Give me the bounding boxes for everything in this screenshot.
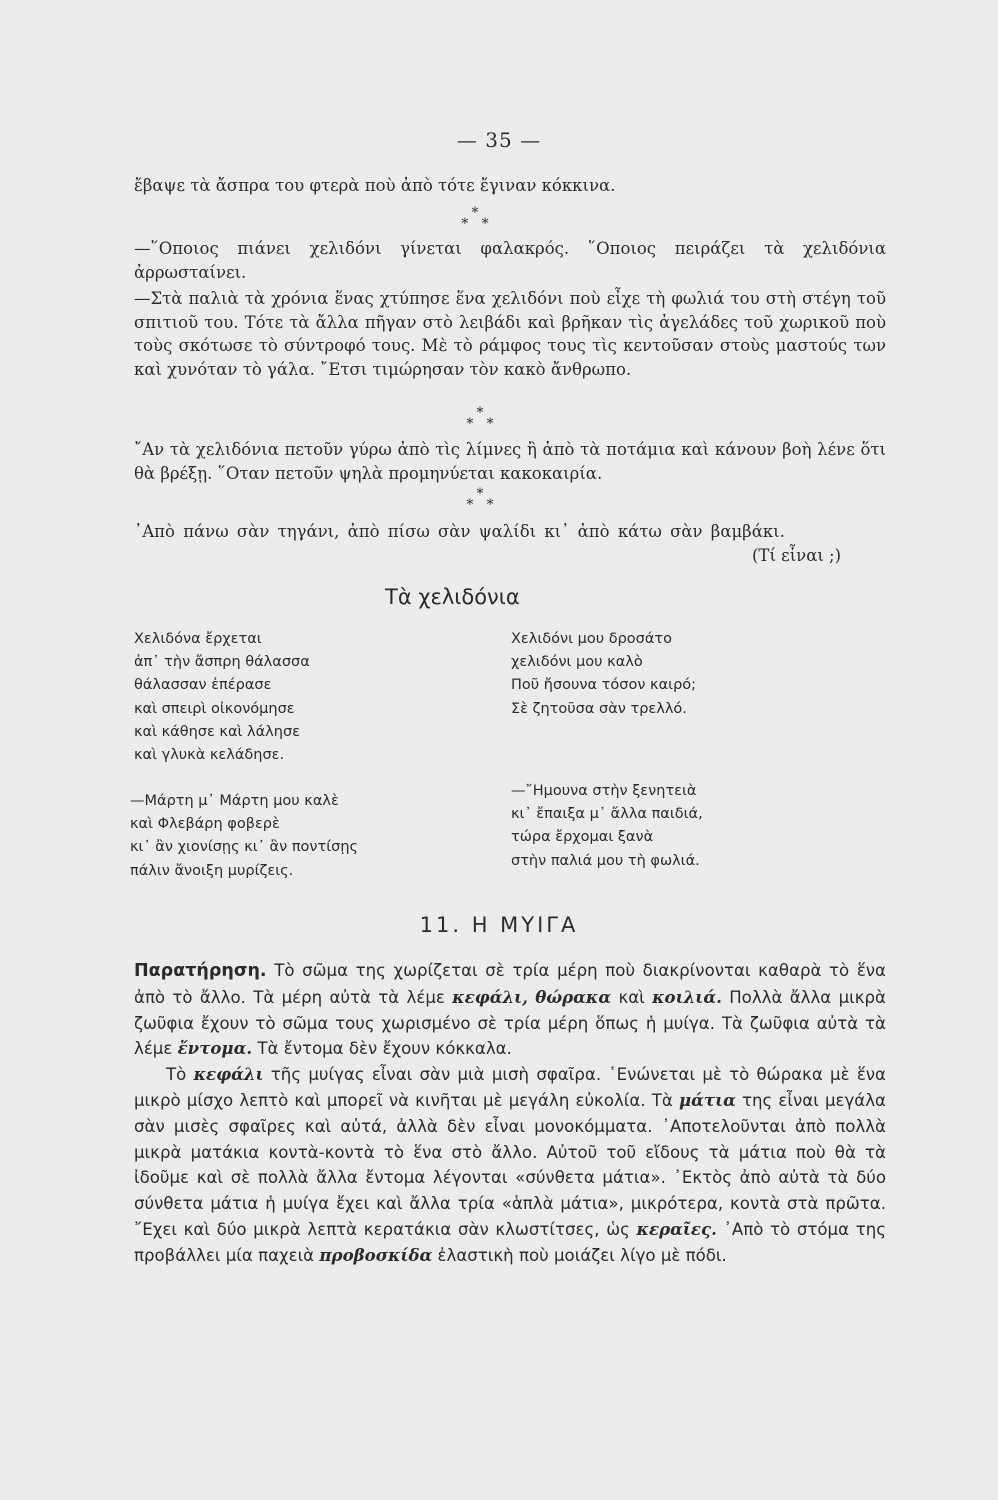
- term-emphasis: κοιλιά.: [652, 986, 722, 1007]
- term-emphasis: ἔντομα.: [177, 1038, 253, 1059]
- body-text: Τὸ: [166, 1065, 194, 1085]
- poem-stanza-right-2: [511, 780, 703, 873]
- body-text: Πολλὰ ἄλλα μικρὰ ζωῦφια ἔχουν τὸ σῶμα τους χωρισμένο σὲ τρία μέρη ὅπως ἡ μυίγα. Τὰ ζωῦφια αὐτὰ τὰ λέμε: [134, 987, 886, 1059]
- body-text: Τὸ σῶμα της χωρίζεται σὲ τρία μέρη ποὺ διακρίνονται καθαρὰ τὸ ἕνα ἀπὸ τὸ ἄλλο. Τὰ μέρη αὐτὰ τὰ λέμε: [134, 961, 886, 1007]
- chapter-body: [134, 958, 886, 1269]
- term-emphasis: κεραῖες.: [636, 1218, 717, 1239]
- term-emphasis: μάτια: [678, 1089, 736, 1110]
- asterism-divider: [450, 486, 510, 513]
- term-emphasis: θώρακα: [535, 986, 612, 1007]
- saying-paragraph: ῎Αν τὰ χελιδόνια πετοῦν γύρω ἀπὸ τὶς λίμνες ἢ ἀπὸ τὰ ποτάμια καὶ κάνουν βοὴ λένε ὅτι θὰ βρέξῃ. ῞Οταν πετοῦν ψηλὰ προμηνύεται κακοκαιρία.: [134, 440, 886, 483]
- poem-line: καὶ γλυκὰ κελάδησε.: [134, 747, 285, 764]
- body-text: καὶ: [611, 987, 653, 1007]
- poem-line: πάλιν ἄνοιξη μυρίζεις.: [130, 862, 294, 879]
- poem-line: Χελιδόνα ἔρχεται: [134, 631, 262, 647]
- riddle-answer: (Τί εἶναι ;): [752, 546, 842, 565]
- poem-line: κι᾿ ἂν χιονίσῃς κι᾿ ἂν ποντίσῃς: [130, 839, 359, 856]
- body-text: τῆς μυίγας εἶναι σὰν μιὰ μισὴ σφαῖρα. ῾Ενώνεται μὲ τὸ θώρακα μὲ ἕνα μικρὸ μίσχο λεπτὸ καὶ μπορεῖ νὰ κινῆται μὲ μεγάλη εὐκολία. Τὰ: [134, 1065, 886, 1110]
- poem-line: Χελιδόνι μου δροσάτο: [511, 631, 673, 647]
- term-emphasis: κεφάλι: [193, 1064, 264, 1085]
- poem-line: Ποῦ ἤσουνα τόσον καιρό;: [511, 677, 697, 694]
- page-number: — 35 —: [456, 128, 542, 152]
- body-text: της εἶναι μεγάλα σὰν μισὲς σφαῖρες καὶ αὐτά, ἀλλὰ δὲν εἶναι μονοκόμματα. ᾿Αποτελοῦνται ἀπὸ πολλὰ μικρὰ ματάκια κοντὰ-κοντὰ τὸ ἕνα στὸ ἄλλο. Αὐτοῦ τοῦ εἴδους τὰ μάτια ποὺ θὰ τὰ ἰδοῦμε καὶ σὲ πολλὰ ἄλλα ἔντομα λέγονται «σύνθετα μάτια». ᾿Εκτὸς ἀπὸ αὐτὰ τὰ δύο σύνθετα μάτια ἡ μυίγα ἔχει καὶ ἄλλα τρία «ἁπλὰ μάτια», μικρότερα, κοντὰ στὰ πρῶτα. ῎Εχει καὶ δύο μικρὰ λεπτὰ κερατάκια σὰν κλωστίτσες, ὡς: [134, 1090, 886, 1239]
- poem-line: —Μάρτη μ᾿ Μάρτη μου καλὲ: [130, 793, 339, 809]
- poem-line: ἀπ᾿ τὴν ἄσπρη θάλασσα: [134, 654, 310, 671]
- poem-stanza-left-2: [130, 790, 358, 883]
- poem-line: καὶ σπειρὶ οἰκονόμησε: [134, 700, 295, 717]
- saying-paragraph: —Στὰ παλιὰ τὰ χρόνια ἕνας χτύπησε ἕνα χελιδόνι ποὺ εἶχε τὴ φωλιά του στὴ στέγη τοῦ σπιτιοῦ του. Τότε τὰ ἄλλα πῆγαν στὸ λειβάδι καὶ βρῆκαν τὶς ἀγελάδες τοῦ χωρικοῦ ποὺ τοὺς σκότωσε τὸ σύντροφό τους. Μὲ τὸ ράμφος τους τὶς κεντοῦσαν στοὺς μαστούς των καὶ χυνόταν τὸ γάλα. ῎Ετσι τιμώρησαν τὸν κακὸ ἄνθρωπο.: [134, 289, 886, 379]
- asterism-star: *: [476, 405, 484, 421]
- body-text: Τὰ ἔντομα δὲν ἔχουν κόκκαλα.: [252, 1039, 512, 1059]
- body-text: ἐλαστικὴ ποὺ μοιάζει λίγο μὲ πόδι.: [432, 1245, 727, 1265]
- asterism-divider: [445, 205, 505, 232]
- poem-line: στὴν παλιά μου τὴ φωλιά.: [511, 852, 700, 869]
- poem-stanza-right-1: [511, 628, 696, 721]
- poem-line: χελιδόνι μου καλὸ: [511, 654, 643, 671]
- intro-line: ἔβαψε τὰ ἄσπρα του φτερὰ ποὺ ἀπὸ τότε ἔγιναν κόκκινα.: [134, 176, 616, 195]
- saying-paragraph: —῞Οποιος πιάνει χελιδόνι γίνεται φαλακρός. ῞Οποιος πειράζει τὰ χελιδόνια ἀρρωσταίνει.: [134, 239, 886, 282]
- poem-line: τώρα ἔρχομαι ξανὰ: [511, 829, 654, 846]
- poem-line: καὶ κάθησε καὶ λάλησε: [134, 723, 300, 740]
- poem-line: Σὲ ζητοῦσα σὰν τρελλό.: [511, 700, 687, 717]
- chapter-title: 11. Η ΜΥΙΓΑ: [419, 913, 579, 937]
- asterism-star: * *: [466, 497, 494, 513]
- term-emphasis: προβοσκίδα: [319, 1244, 433, 1265]
- poem-line: —῎Ημουνα στὴν ξενητειὰ: [511, 783, 697, 799]
- asterism-star: *: [476, 486, 484, 502]
- song-title: Τὰ χελιδόνια: [385, 585, 520, 609]
- note-label: Παρατήρηση.: [134, 961, 267, 981]
- poem-stanza-left-1: [134, 628, 310, 767]
- asterism-star: * *: [466, 416, 494, 432]
- poem-line: κι᾿ ἔπαιξα μ᾿ ἄλλα παιδιά,: [511, 806, 703, 823]
- body-paragraph: [134, 1062, 886, 1268]
- asterism-divider: [450, 405, 510, 432]
- poem-line: καὶ Φλεβάρη φοβερὲ: [130, 816, 280, 833]
- asterism-star: *: [471, 205, 479, 221]
- riddle-text: ᾿Απὸ πάνω σὰν τηγάνι, ἀπὸ πίσω σὰν ψαλίδι κι᾿ ἀπὸ κάτω σὰν βαμβάκι.: [134, 522, 785, 541]
- asterism-star: * *: [461, 216, 489, 232]
- body-text: ᾿Απὸ τὸ στόμα της προβάλλει μία παχειὰ: [134, 1219, 886, 1265]
- term-emphasis: κεφάλι,: [452, 986, 528, 1007]
- poem-line: θάλασσαν ἐπέρασε: [134, 677, 272, 694]
- body-paragraph: [134, 958, 886, 1062]
